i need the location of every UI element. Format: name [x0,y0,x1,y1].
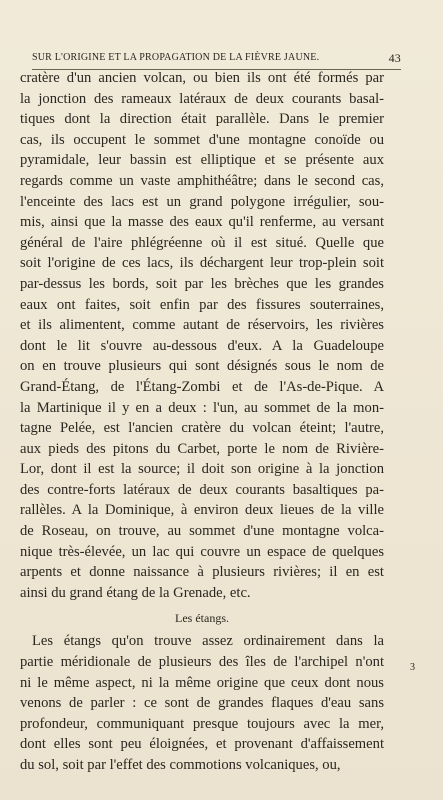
text-line: du sol, soit par l'effet des commotions volcaniques, ou, [20,757,341,773]
body-text [20,68,384,776]
paragraph-2 [20,631,384,775]
text-line: général de l'aire phlégréenne où il est situé. Quelle que [20,234,384,251]
running-header [32,52,401,68]
text-line: rallèles. A la Dominique, à environ deux lieues de la ville [20,502,384,519]
text-line: Lor, dont il est la source; il doit son origine à la jonction [20,461,384,478]
text-line: partie méridionale de plusieurs des îles de l'archipel n'ont [20,654,384,671]
text-line: profondeur, communiquant presque toujours avec la mer, [20,715,384,732]
text-line: ni le même aspect, ni la même origine que ceux dont nous [20,674,384,691]
page-number: 43 [388,51,401,65]
text-line: aux pieds des pitons du Carbet, porte le nom de Rivière- [20,440,384,457]
text-line: regards comme un vaste amphithéâtre; dans le second cas, [20,172,384,189]
section-title: Les étangs. [175,611,229,626]
text-line: cratère d'un ancien volcan, ou bien ils ont été formés par [20,70,384,86]
text-line: par-dessus les bords, soit par les brèches que les grandes [20,275,384,292]
text-line: l'enceinte des lacs est un grand polygone irrégulier, sou- [20,193,384,210]
text-line: Les étangs qu'on trouve assez ordinairement dans la [32,633,384,650]
text-line: eaux ont faites, soit enfin par des fissures souterraines, [20,296,384,313]
text-line: ainsi du grand étang de la Grenade, etc. [20,584,251,601]
text-line: et ils alimentent, comme autant de réservoirs, les rivières [20,317,384,334]
text-line: la jonction des rameaux latéraux de deux courants basal- [20,90,384,107]
text-line: pyramidale, leur bassin est elliptique et se présente aux [20,152,384,169]
text-line: Grand-Étang, de l'Étang-Zombi et de l'As-de-Pique. A [20,378,384,395]
running-title: SUR L'ORIGINE ET LA PROPAGATION DE LA FIÈVRE JAUNE. [32,52,320,63]
text-line: tagne Pelée, est l'ancien cratère du volcan éteint; l'autre, [20,420,384,437]
signature-mark: 3 [410,662,415,673]
text-line: des contre-forts latéraux de deux courants basaltiques pa- [20,481,384,498]
text-line: on en trouve plusieurs qui sont désignés sous le nom de [20,358,384,375]
text-line: arpents et donne naissance à plusieurs rivières; il en est [20,564,384,581]
text-line: dont le lit s'ouvre au-dessous d'eux. A la Guadeloupe [20,337,384,354]
text-line: mis, ainsi que la masse des eaux qu'il renferme, au versant [20,214,384,231]
paragraph-1 [20,68,384,603]
text-line: la Martinique il y en a deux : l'un, au sommet de la mon- [20,399,384,416]
text-line: de Roseau, on trouve, au sommet d'une montagne volca- [20,523,384,540]
text-line: venons de parler : ce sont de grandes flaques d'eau sans [20,695,384,712]
text-line: nique très-élevée, un lac qui couvre un espace de quelques [20,543,384,560]
text-line: dont elles sont peu éloignées, et provenant d'affaissement [20,736,384,753]
text-line: cas, ils occupent le sommet d'une montagne conoïde ou [20,131,384,148]
text-line: tiques dont la direction était parallèle. Dans le premier [20,111,384,128]
text-line: soit l'origine de ces lacs, ils déchargent leur trop-plein soit [20,255,384,272]
